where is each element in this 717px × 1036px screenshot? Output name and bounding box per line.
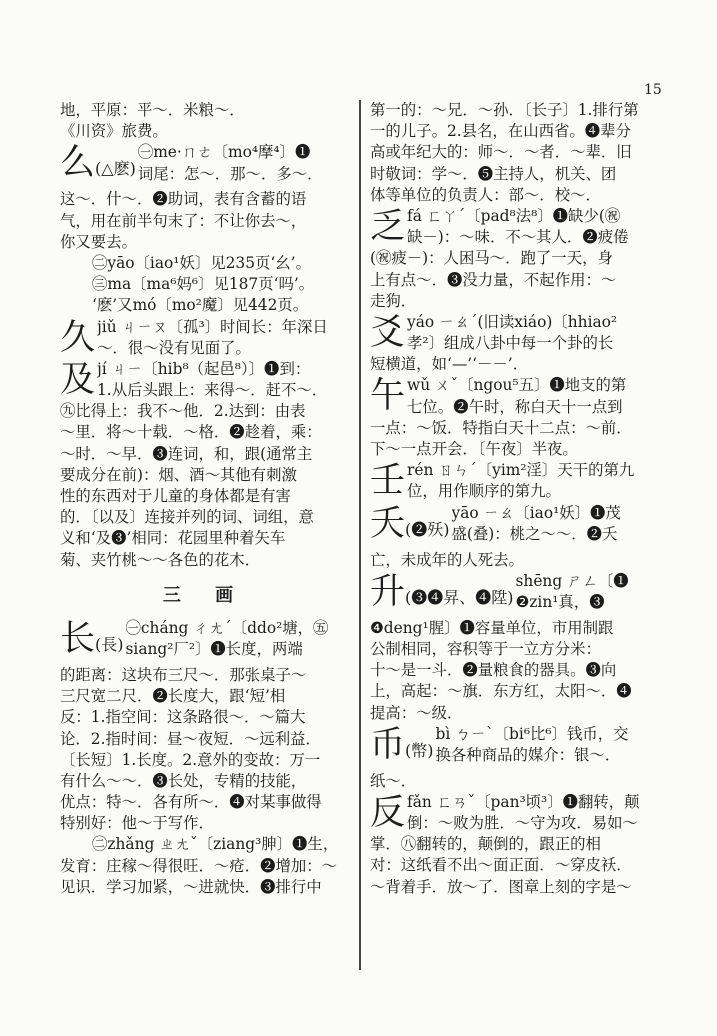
definition-line: 有什么～～．❸长处，专精的技能， [60,771,307,790]
headword: 币(幣) [370,724,434,765]
headword: 反 [370,792,406,833]
definition-line: 上，高起：～旗．东方红，太阳～．❹ [370,682,632,701]
definition-line: ～．很～没有见面了。 [97,338,251,357]
definition-line: 义和‘及❸’相同：花园里种着矢车 [60,529,286,548]
definition-line: 气，用在前半句末了：不让你去～， [60,211,307,230]
dictionary-entry-chang [60,618,350,898]
definition-line: fǎn ㄈㄢˇ〔pan³顷³〕❶翻转，颠 [407,792,640,811]
definition-line: 盛(叠)：桃之～～．❷夭 [451,524,618,543]
definition-line: fá ㄈㄚˊ〔pad⁸法⁸〕❶缺少(㊗ [407,206,621,225]
headword: 么(△麽) [60,143,136,184]
section-heading: 三 画 [162,584,248,606]
text-line: 《川资》旅费。 [60,122,168,141]
dictionary-entry-yao-a [370,312,658,376]
definition-line: shēng ㄕㄥ〔❶ [515,571,629,590]
dictionary-entry-me [60,142,350,316]
definition-line: 一点：～饭．特指白天十二点：～前． [370,418,632,437]
headword: 爻 [370,312,406,353]
alternate-reading: ㊂ma〔ma⁶妈⁶〕见187页‘吗’。 [92,275,315,294]
column-divider [359,100,361,970]
definition-line: 倒：～败为胜．～守为攻．易如～ [407,814,638,833]
dictionary-entry-wu [370,375,658,460]
definition-line: ❷zin¹真，❸ [515,592,605,611]
dictionary-entry-bi [370,724,658,792]
definition-line: 优点：特～．各有所～．❹对某事做得 [60,793,322,812]
traditional-variant: (❷殀) [405,519,450,539]
text-line: 地，平原：平～．米粮～． [60,101,245,119]
definition-line: 反：1.指空间：这条路很～．～篇大 [60,708,306,727]
headword: 壬 [370,461,406,502]
alternate-reading: ㊁zhǎng ㄓㄤˇ〔ziang³胂〕❶生， [92,835,339,854]
definition-line: 的距离：这块布三尺～．那张桌子～ [60,665,307,684]
definition-line: 论．2.指时间：昼～夜短．～远利益． [60,729,321,748]
text-line: 第一的：～兄．～孙．〔长子〕1.排行第 [370,101,639,119]
text-line: 体等单位的负责人：部～．校～． [370,185,601,204]
definition-line: 三尺宽二尺．❷长度大，跟‘短’相 [60,687,286,706]
definition-line: siang²厂²〕❶长度，两端 [125,640,303,659]
definition-line: 下～一点开会．〔午夜〕半夜。 [370,440,578,458]
definition-line: 对：这纸看不出～面正面．～穿皮袄． [370,856,632,875]
definition-line: ～背着手．放～了．图章上刻的字是～ [370,877,632,896]
dictionary-entry-fan [370,792,658,898]
definition-line: 提高：～级． [370,703,463,722]
definition-line: ～里．将～十载．～格．❷趁着，乘： [60,423,322,442]
definition-line: 缺－)：～味．不～其人．❷疲倦 [407,228,629,247]
dictionary-entry-ji [60,359,350,571]
headword: 夭(❷殀) [370,503,450,544]
definition-line: 词尾：怎～．那～．多～． [137,164,323,183]
definition-line: 你又要去。 [60,232,137,251]
definition-line: (㊗疲－)：人困马～．跑了一天，身 [370,249,613,268]
dictionary-entry-jiu [60,317,350,359]
definition-line: 1.从后头跟上：来得～．赶不～． [97,381,328,400]
traditional-variant: (幣) [405,740,434,760]
definition-line: 发育：庄稼～得很旺．～疮．❷增加：～ [60,856,338,875]
definition-line: bì ㄅㄧˋ〔bi⁶比⁶〕钱币，交 [435,724,629,743]
dictionary-entry-fa [370,206,658,312]
definition-line: wǔ ㄨˇ〔ngou⁵五〕❶地支的第 [407,376,627,395]
dictionary-entry-yao-b [370,503,658,571]
page-number: 15 [644,82,662,98]
headword: 午 [370,376,406,417]
definition-line: ❹deng¹腥〕❶容量单位，市用制跟 [370,618,614,637]
headword: 久 [60,317,96,358]
continuation-text [370,100,658,206]
definition-line: ㊀cháng ㄔㄤˊ〔ddo²塘，㊄ [125,618,329,637]
definition-line: ㊈比得上：我不～他．2.达到：由表 [60,402,306,421]
alternate-reading: ㊁yāo〔iao¹妖〕见235页‘幺’。 [92,253,311,272]
headword: 长(長) [60,618,124,659]
left-column [60,100,350,898]
definition-line: 要成分在前)：烟、酒～其他有刺激 [60,465,297,484]
traditional-variant: (長) [95,634,124,654]
continuation-text [60,100,350,142]
definition-line: jiǔ ㄐㄧㄡ〔孤³〕时间长：年深日 [97,317,328,336]
definition-line: 上有点～．❸没力量，不起作用：～ [370,270,617,289]
definition-line: 十～是一斗．❷量粮食的器具。❸向 [370,661,617,680]
definition-line: 见识．学习加紧，～进就快．❸排行中 [60,877,322,896]
definition-line: 七位。❷午时，称白天十一点到 [407,397,623,416]
traditional-variant: (△麽) [95,159,136,179]
alternate-reading: ‘麽’又mó〔mo²魔〕见442页。 [92,296,309,315]
definition-line: yáo ㄧㄠˊ(旧读xiáo)〔hhiao² [407,312,618,331]
headword: 乏 [370,206,406,247]
definition-line: yāo ㄧㄠ〔iao¹妖〕❶茂 [451,503,621,522]
headword: 升(❸❹昇、❹陞) [370,571,514,612]
definition-line: 纸～． [370,771,417,790]
definition-line: 短横道，如‘—’‘－－’． [370,355,529,374]
definition-line: 位，用作顺序的第九。 [407,482,561,501]
definition-line: jí ㄐㄧ〔hib⁸（起邑⁸）〕❶到： [97,359,311,378]
definition-line: 这～．什～．❷助词，表有含蓄的语 [60,190,307,209]
definition-line: rén ㄖㄣˊ〔yim²淫〕天干的第九 [407,461,635,480]
text-line: 高或年纪大的：师～．～者．～辈．旧 [370,143,632,162]
definition-line: 公制相同，容积等于一立方分米： [370,639,601,658]
definition-line: ～时．～早．❸连词，和，跟(通常主 [60,444,313,463]
dictionary-entry-sheng [370,571,658,724]
definition-line: 特别好：他～于写作． [60,814,214,833]
definition-line: 亡，未成年的人死去。 [370,550,524,569]
dictionary-entry-ren [370,460,658,502]
traditional-variant: (❸❹昇、❹陞) [405,587,514,607]
definition-line: 换各种商品的媒介：银～． [435,745,621,764]
definition-line: 孝²〕组成八卦中每一个卦的长 [407,334,614,353]
right-column [370,100,658,898]
definition-line: ㊀me·ㄇㄜ〔mo⁴摩⁴〕❶ [137,143,311,162]
definition-line: 〔长短〕1.长度。2.意外的变故：万一 [60,750,321,769]
definition-line: 掌．㊇翻转的，颠倒的，跟正的相 [370,835,601,854]
text-line: 时敬词：学～．❺主持人，机关、团 [370,164,617,183]
definition-line: 菊、夹竹桃～～各色的花木． [60,550,261,569]
definition-line: 性的东西对于儿童的身体都是有害 [60,487,291,505]
headword: 及 [60,359,96,400]
definition-line: 的．〔以及〕连接并列的词、词组，意 [60,508,314,527]
text-line: 一的儿子。2.县名，在山西省。❹辈分 [370,122,631,141]
definition-line: 走狗． [370,291,417,310]
